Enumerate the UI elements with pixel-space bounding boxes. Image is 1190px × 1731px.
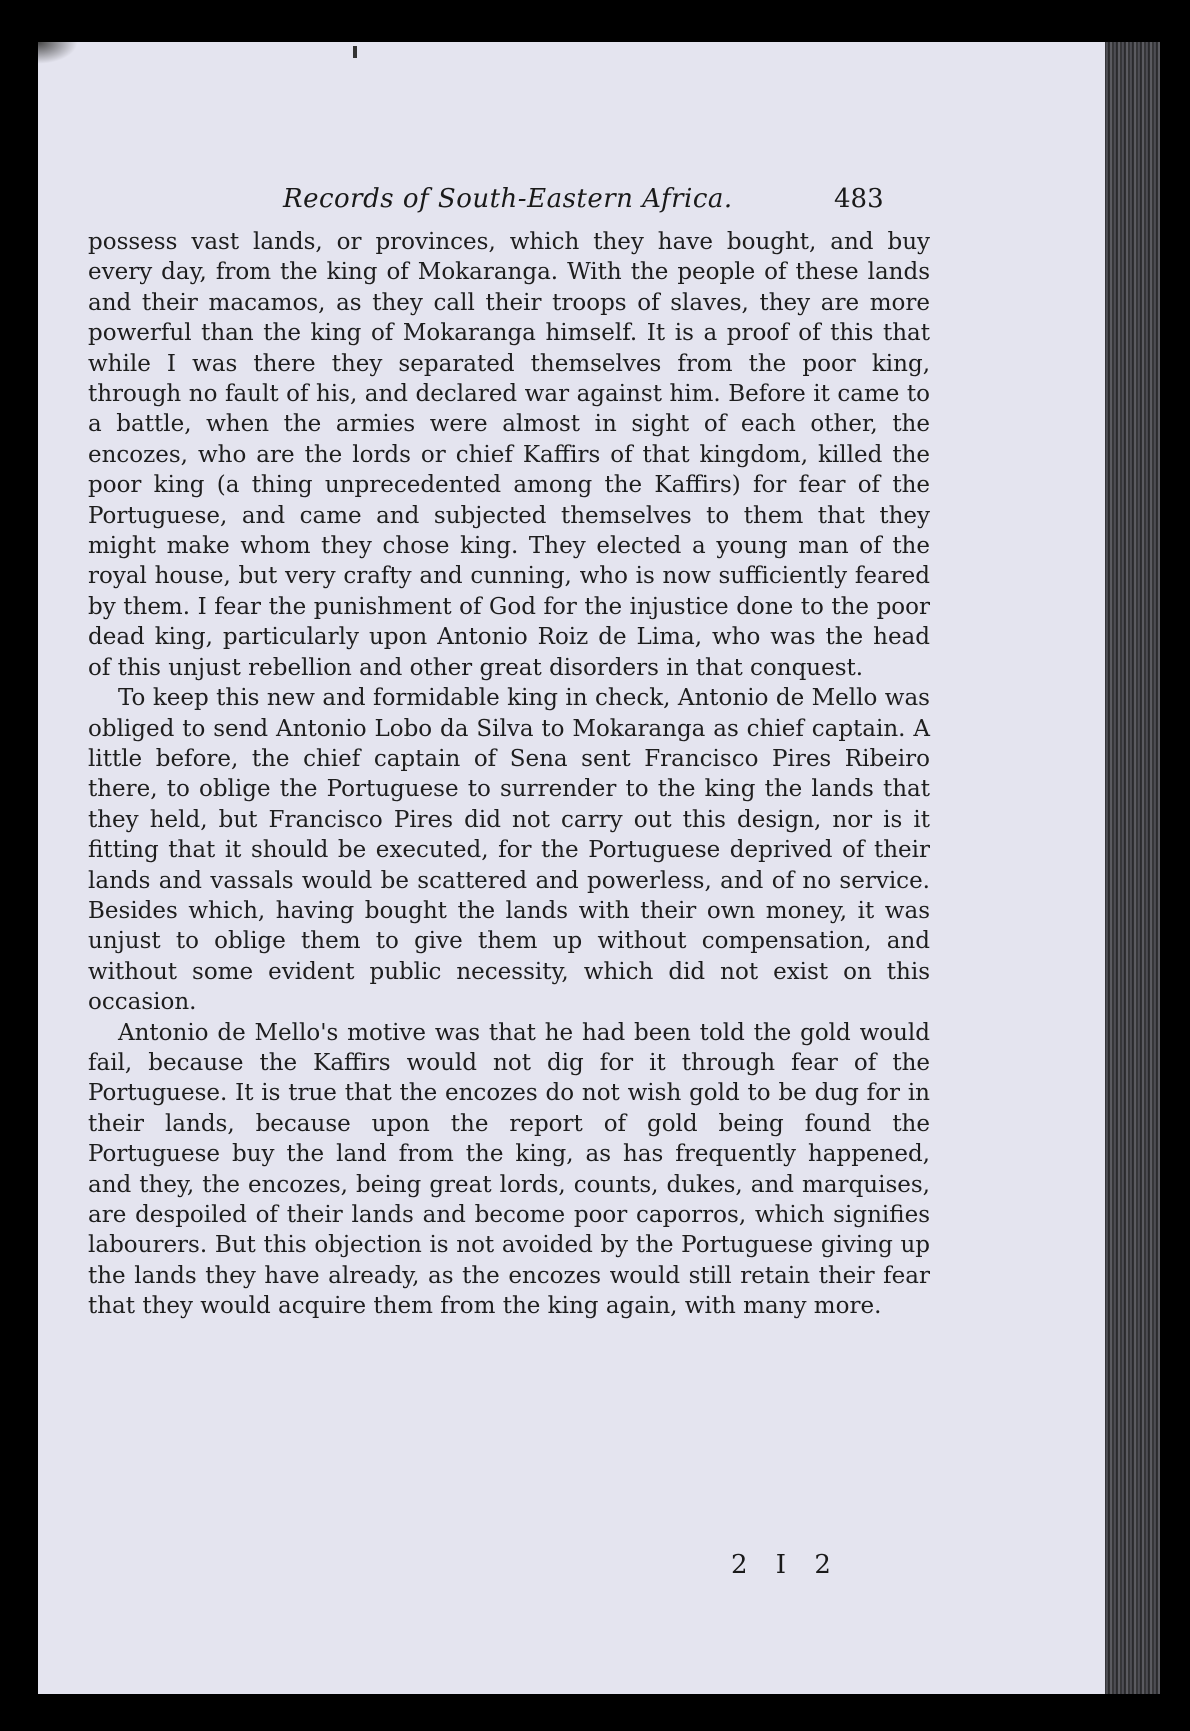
signature-mark: 2 I 2 [731,1550,841,1580]
paragraph-2: To keep this new and formidable king in check, Antonio de Mello was obliged to send Antonio Lobo da Silva to Mokaranga as chief captain. A little before, the chief captain of Sena sent Francisco Pires Ribeiro there, to oblige the Portuguese to surrender to the king the lands that they held, but Francisco Pires did not carry out this design, nor is it fitting that it should be executed, for the Portuguese deprived of their lands and vassals would be scattered and powerless, and of no service. Besides which, having bought the lands with their own money, it was unjust to oblige them to give them up without compensation, and without some evident public necessity, which did not exist on this occasion. [88,685,930,1016]
ink-mark [353,46,357,58]
page-edge-shadow [1105,42,1160,1694]
running-head: Records of South-Eastern Africa. [283,184,733,214]
book-page [38,42,1160,1694]
body-text [88,227,930,1322]
page-header [38,162,1160,222]
page-number: 483 [834,184,884,214]
corner-smudge [38,42,78,64]
paragraph-3: Antonio de Mello's motive was that he had been told the gold would fail, because the Kaffirs would not dig for it through fear of the Portuguese. It is true that the encozes do not wish gold to be dug for in their lands, because upon the report of gold being found the Portuguese buy the land from the king, as has frequently happened, and they, the encozes, being great lords, counts, dukes, and marquises, are despoiled of their lands and become poor caporros, which signifies labourers. But this objection is not avoided by the Portuguese giving up the lands they have already, as the encozes would still retain their fear that they would acquire them from the king again, with many more. [88,1019,930,1320]
paragraph-1: possess vast lands, or provinces, which they have bought, and buy every day, from the king of Mokaranga. With the people of these lands and their macamos, as they call their troops of slaves, they are more powerful than the king of Mokaranga himself. It is a proof of this that while I was there they separated themselves from the poor king, through no fault of his, and declared war against him. Before it came to a battle, when the armies were almost in sight of each other, the encozes, who are the lords or chief Kaffirs of that kingdom, killed the poor king (a thing unprecedented among the Kaffirs) for fear of the Portuguese, and came and subjected themselves to them that they might make whom they chose king. They elected a young man of the royal house, but very crafty and cunning, who is now sufficiently feared by them. I fear the punishment of God for the injustice done to the poor dead king, particularly upon Antonio Roiz de Lima, who was the head of this unjust rebellion and other great disorders in that conquest. [88,229,930,681]
